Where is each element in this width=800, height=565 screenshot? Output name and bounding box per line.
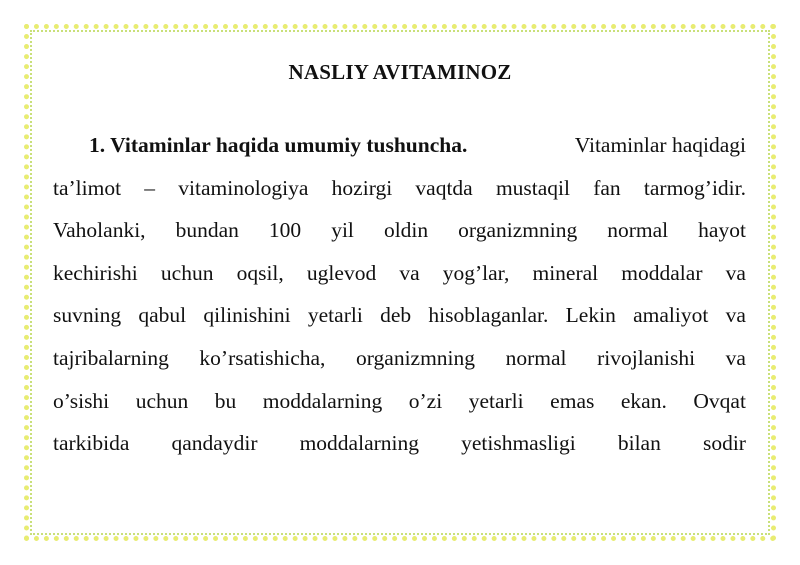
section-heading: 1. Vitaminlar haqida umumiy tushuncha. (89, 133, 468, 157)
word: normal (505, 345, 567, 370)
word: oqsil, (236, 260, 284, 285)
word: fan (593, 175, 621, 200)
word: qabul (138, 303, 187, 328)
word: bu (214, 388, 237, 413)
word: bundan (175, 218, 239, 243)
word: emas (550, 388, 595, 413)
word: tajribalarning (53, 345, 169, 370)
word: rivojlanishi (597, 345, 696, 370)
word: uchun (135, 388, 189, 413)
word: 100 (268, 218, 302, 243)
word: ekan. (620, 388, 667, 413)
word: kechirishi (53, 260, 138, 285)
word: va (725, 260, 746, 285)
word: organizmning (458, 218, 578, 243)
document-body (53, 124, 746, 465)
word: vitaminologiya (178, 175, 309, 200)
word: organizmning (356, 345, 476, 370)
word: sodir (702, 431, 746, 456)
paragraph-line-5 (53, 294, 746, 337)
word: moddalar (621, 260, 703, 285)
word: moddalarning (262, 388, 383, 413)
word: hayot (698, 218, 746, 243)
word: va (725, 345, 746, 370)
word: hisoblaganlar. (428, 303, 549, 328)
word: vaqtda (415, 175, 473, 200)
paragraph-line-4 (53, 252, 746, 295)
word: yil (331, 218, 354, 243)
word: deb (380, 303, 412, 328)
word: hozirgi (331, 175, 393, 200)
paragraph-line-8 (53, 422, 746, 465)
word: mustaqil (495, 175, 570, 200)
word: qilinishini (203, 303, 291, 328)
word: normal (607, 218, 669, 243)
word: va (399, 260, 420, 285)
word: Vaholanki, (53, 218, 146, 243)
word: tarmog’idir. (643, 175, 746, 200)
word: amaliyot (633, 303, 709, 328)
paragraph-line-1 (53, 124, 746, 167)
paragraph-line-6 (53, 337, 746, 380)
word: yetishmasligi (461, 431, 576, 456)
word: oldin (383, 218, 429, 243)
word: yog’lar, (442, 260, 510, 285)
word: ta’limot (53, 175, 122, 200)
word: o’zi (408, 388, 443, 413)
word: uglevod (306, 260, 377, 285)
document-title: NASLIY AVITAMINOZ (288, 60, 512, 84)
word: o’sishi (53, 388, 110, 413)
word: Ovqat (693, 388, 746, 413)
word: Lekin (565, 303, 616, 328)
paragraph-line-3 (53, 209, 746, 252)
word: suvning (53, 303, 122, 328)
word: – (144, 175, 156, 200)
word: yetarli (468, 388, 524, 413)
paragraph-line-7 (53, 380, 746, 423)
word: uchun (160, 260, 214, 285)
word: mineral (532, 260, 599, 285)
paragraph-line-2 (53, 167, 746, 210)
line-text: Vitaminlar haqidagi (574, 133, 746, 157)
word: yetarli (307, 303, 363, 328)
word: bilan (617, 431, 661, 456)
word: moddalarning (299, 431, 419, 456)
word: tarkibida (53, 431, 130, 456)
word: va (725, 303, 746, 328)
word: ko’rsatishicha, (199, 345, 326, 370)
word: qandaydir (171, 431, 258, 456)
